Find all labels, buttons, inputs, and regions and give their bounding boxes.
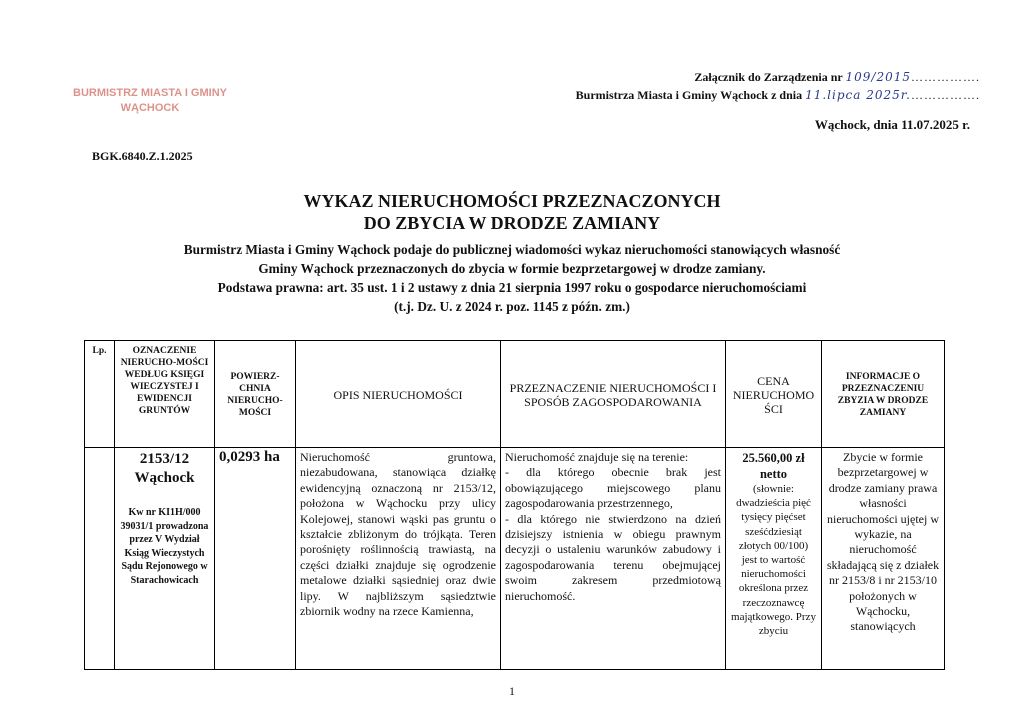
- header-info: INFORMACJE O PRZEZNACZENIU ZBYZIA W DRODZE ZAMIANY: [822, 341, 945, 448]
- header-purpose: PRZEZNACZENIE NIERUCHOMOŚCI I SPOSÓB ZAGOSPODAROWANIA: [501, 341, 726, 448]
- cell-price: [726, 448, 822, 670]
- subtitle-line-4: (t.j. Dz. U. z 2024 r. poz. 1145 z późn. zm.): [394, 299, 630, 314]
- title-line-2: DO ZBYCIA W DRODZE ZAMIANY: [363, 213, 661, 233]
- cell-lp: [85, 448, 115, 670]
- cell-area: [215, 448, 296, 670]
- title-line-1: WYKAZ NIERUCHOMOŚCI PRZEZNACZONYCH: [303, 191, 721, 211]
- annex-number-dots: [846, 70, 981, 84]
- document-title: [0, 190, 1024, 234]
- header-area: POWIERZ-CHNIA NIERUCHO-MOŚCI: [215, 341, 296, 448]
- annex-line-2: [560, 86, 980, 104]
- cell-purpose: [501, 448, 726, 670]
- annex-line-1: [560, 68, 980, 86]
- stamp-line-1: BURMISTRZ MIASTA I GMINY: [73, 87, 227, 99]
- page-number: 1: [509, 684, 515, 698]
- price-words: (słownie: dwadzieścia pięć tysięcy pięćset sześćdziesiąt złotych 00/100) jest to wartość nieruchomości określona przez rzeczoznawcę majątkowego. Przy zbyciu: [731, 483, 816, 638]
- plot-place: Wąchock: [134, 470, 195, 486]
- header-designation: OZNACZENIE NIERUCHO-MOŚCI WEDŁUG KSIĘGI WIECZYSTEJ I EWIDENCJI GRUNTÓW: [115, 341, 215, 448]
- annex-label-2: Burmistrza Miasta i Gminy Wąchock z dnia: [575, 88, 803, 102]
- purpose-para-3: - dla którego nie stwierdzono na dzień dzisiejszy istnienia w obiegu prawnym decyzji o ustaleniu warunków zabudowy i zagospodarowania terenu obejmującej swoim zakresem przedmiotową nieruchomość.: [505, 511, 721, 603]
- subtitle-line-2: Gminy Wąchock przeznaczonych do zbycia w formie bezprzetargowej w drodze zamiany.: [258, 261, 766, 276]
- plot-number: 2153/12: [139, 451, 190, 467]
- annex-label-1: Załącznik do Zarządzenia nr: [694, 70, 843, 84]
- place-date: Wąchock, dnia 11.07.2025 r.: [814, 117, 970, 132]
- header-lp: Lp.: [85, 341, 115, 448]
- office-stamp: [60, 86, 240, 116]
- annex-date: 11.lipca 2025r.: [805, 88, 911, 102]
- purpose-para-1: Nieruchomość znajduje się na terenie:: [505, 450, 689, 464]
- cell-description: Nieruchomość gruntowa, niezabudowana, stanowiąca działkę ewidencyjną oznaczoną nr 2153/12, położona w Wąchocku przy ulicy Kolejowej, stanowi wąski pas gruntu o kształcie zbliżonym do trójkąta. Teren porośnięty roślinnością trawiastą, na części działki znajduje się ogrodzenie metalowe działki sąsiedniej oraz dwie lipy. W najbliższym sąsiedztwie zbiornik wodny na rzece Kamienna,: [296, 448, 501, 670]
- table-row: [85, 448, 945, 670]
- annex-date-dots: [805, 88, 980, 102]
- stamp-line-2: WĄCHOCK: [120, 102, 180, 114]
- annex-note: [560, 68, 980, 104]
- header-price: CENA NIERUCHOMO ŚCI: [726, 341, 822, 448]
- annex-number: 109/2015: [845, 70, 911, 84]
- cell-info: Zbycie w formie bezprzetargowej w drodze zamiany prawa własności nieruchomości ujętej w wykazie, na nieruchomość składającą się z działek nr 2153/8 i nr 2153/10 położonych w Wąchocku, stanowiących: [822, 448, 945, 670]
- price-value: 25.560,00 zł netto: [742, 451, 805, 481]
- area-value: 0,0293 ha: [219, 449, 280, 465]
- subtitle-line-3: Podstawa prawna: art. 35 ust. 1 i 2 ustawy z dnia 21 sierpnia 1997 roku o gospodarce nieruchomościami: [217, 280, 807, 295]
- purpose-para-2: - dla którego obecnie brak jest obowiązującego miejscowego planu zagospodarowania przestrzennego,: [505, 465, 721, 511]
- header-description: OPIS NIERUCHOMOŚCI: [296, 341, 501, 448]
- case-signature: BGK.6840.Z.1.2025: [92, 149, 193, 163]
- dots-1: …………….: [911, 70, 980, 84]
- document-subtitle: [0, 240, 1024, 316]
- cell-designation: [115, 448, 215, 670]
- dots-2: …………….: [911, 88, 980, 102]
- land-register-info: Kw nr KI1H/000 39031/1 prowadzona przez V Wydział Ksiąg Wieczystych Sądu Rejonowego w Starachowicach: [120, 507, 209, 586]
- table-header-row: [85, 341, 945, 448]
- property-table: [84, 340, 945, 670]
- subtitle-line-1: Burmistrz Miasta i Gminy Wąchock podaje do publicznej wiadomości wykaz nieruchomości stanowiących własność: [183, 242, 841, 257]
